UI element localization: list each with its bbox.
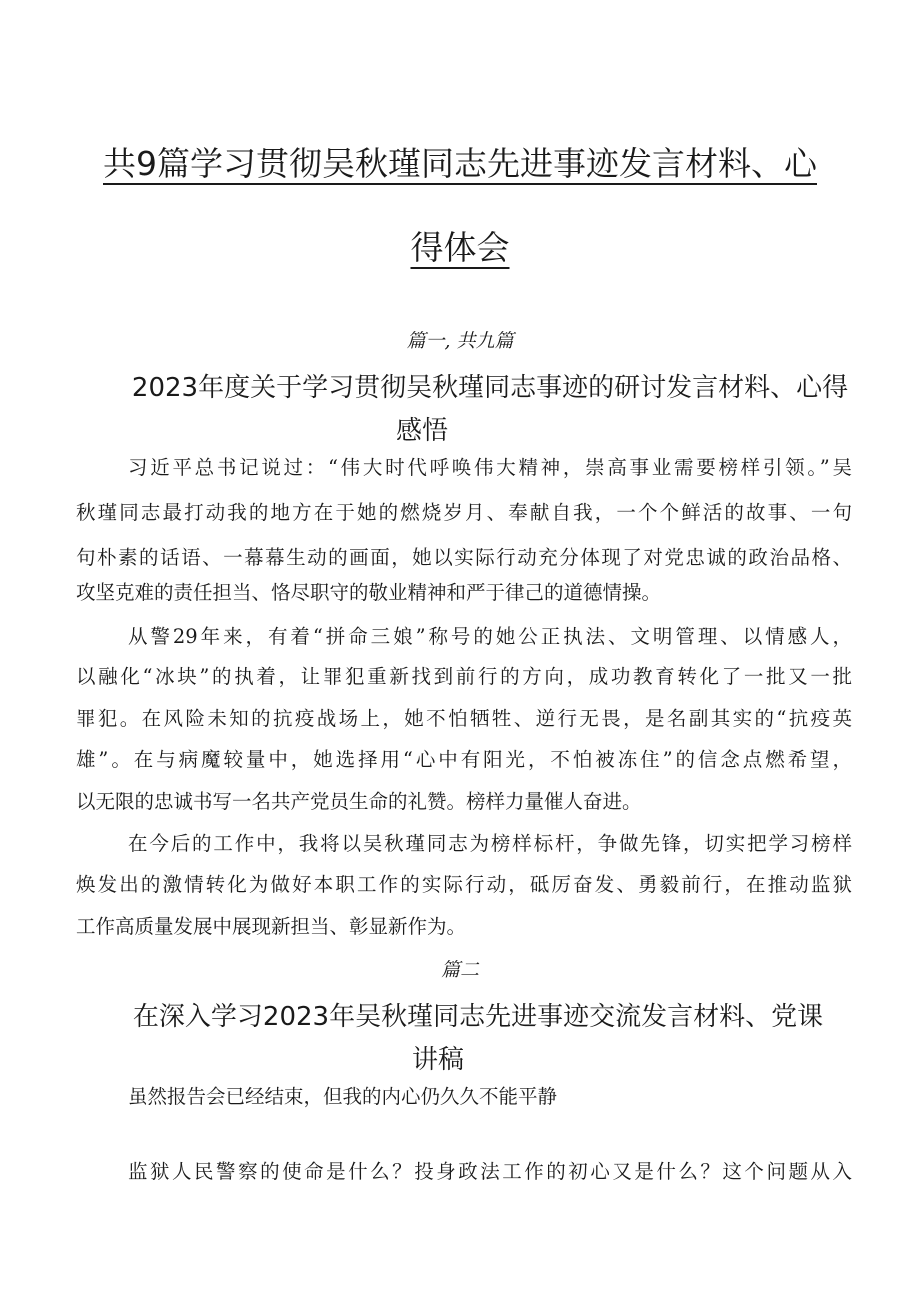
article-title-line2: 讲稿: [411, 1045, 464, 1075]
article-title-line1: 2023年度关于学习贯彻吴秋瑾同志事迹的研讨发言材料、心得: [131, 373, 849, 403]
paragraph-line: 工作高质量发展中展现新担当、彰显新作为。: [76, 915, 467, 938]
document-title-line1: 共9篇学习贯彻吴秋瑾同志先进事迹发言材料、心: [103, 144, 817, 183]
paragraph-line: 虽然报告会已经结束，但我的内心仍久久不能平静: [128, 1085, 558, 1108]
paragraph-line: 以无限的忠诚书写一名共产党员生命的礼赞。榜样力量催人奋进。: [76, 790, 642, 813]
paragraph-line: 焕发出的激情转化为做好本职工作的实际行动，砥厉奋发、勇毅前行，在推动监狱: [76, 873, 852, 896]
article-title-line1: 在深入学习2023年吴秋瑾同志先进事迹交流发言材料、党课: [132, 1002, 824, 1032]
paragraph-line: 在今后的工作中，我将以吴秋瑾同志为榜样标杆，争做先锋，切实把学习榜样: [128, 832, 852, 855]
paragraph-line: 习近平总书记说过：“伟大时代呼唤伟大精神，崇高事业需要榜样引领。”吴: [128, 456, 852, 479]
paragraph-line: 秋瑾同志最打动我的地方在于她的燃烧岁月、奉献自我，一个个鲜活的故事、一句: [76, 501, 852, 524]
paragraph-line: 雄”。在与病魔较量中，她选择用“心中有阳光，不怕被冻住”的信念点燃希望，: [76, 748, 852, 771]
paragraph-line: 罪犯。在风险未知的抗疫战场上，她不怕牺牲、逆行无畏，是名副其实的“抗疫英: [76, 707, 852, 730]
paragraph-line: 攻坚克难的责任担当、恪尽职守的敬业精神和严于律己的道德情操。: [76, 581, 662, 604]
paragraph-line: 从警29年来，有着“拼命三娘”称号的她公正执法、文明管理、以情感人，: [128, 625, 852, 648]
section-label: 篇二: [440, 959, 479, 981]
document-title-line2: 得体会: [410, 228, 510, 267]
section-label: 篇一, 共九篇: [406, 330, 514, 352]
paragraph-line: 以融化“冰块”的执着，让罪犯重新找到前行的方向，成功教育转化了一批又一批: [76, 665, 852, 688]
paragraph-line: 监狱人民警察的使命是什么？投身政法工作的初心又是什么？这个问题从入: [128, 1160, 852, 1183]
article-title-line2: 感悟: [395, 416, 448, 446]
paragraph-line: 句朴素的话语、一幕幕生动的画面，她以实际行动充分体现了对党忠诚的政治品格、: [76, 546, 852, 569]
